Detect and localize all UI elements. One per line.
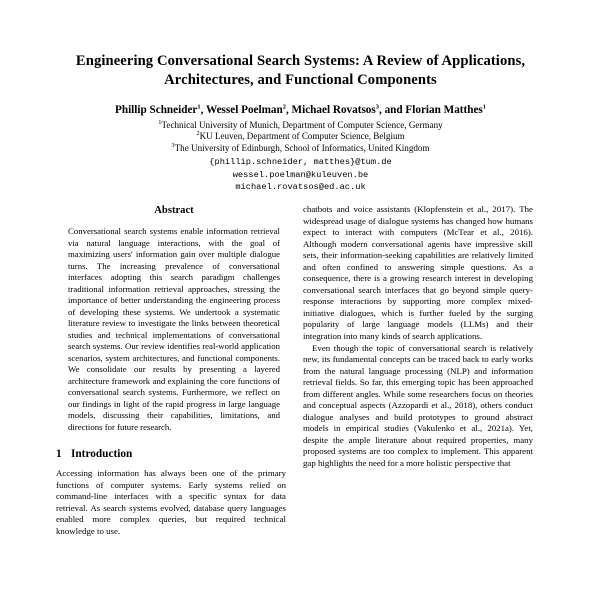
author-name-4: Florian Matthes	[405, 104, 483, 116]
intro-paragraph-left: Accessing information has always been one of the primary functions of computer systems. Early systems relied on command-line interfaces with a specific syntax for data retrieval. As search systems evolved, database query languages enabled more complex queries, but required technical knowledge to use.	[56, 468, 286, 536]
author-affiliation-mark-3: 3	[375, 103, 379, 111]
author-affiliation-mark-2: 2	[282, 103, 286, 111]
affiliation-mark-3: 3	[171, 141, 175, 149]
title-line-1: Engineering Conversational Search Systems: A Review of Applications,	[75, 53, 526, 69]
author-list	[56, 103, 545, 117]
body-columns	[56, 204, 545, 600]
affiliation-text-3: The University of Edinburgh, School of Informatics, United Kingdom	[174, 142, 430, 153]
affiliation-2	[56, 131, 545, 142]
affiliation-3	[56, 143, 545, 154]
author-name-2: Wessel Poelman	[206, 104, 283, 116]
affiliation-mark-1: 1	[158, 118, 162, 126]
email-2: wessel.poelman@kuleuven.be	[232, 169, 369, 180]
author-name-1: Phillip Schneider	[115, 104, 198, 116]
affiliation-list	[56, 120, 545, 154]
author-separator-3: , and	[378, 104, 406, 116]
section-title: Introduction	[71, 448, 133, 460]
intro-paragraph-two: Even though the topic of conversational search is relatively new, its fundamental concepts can be traced back to early works from the natural language processing (NLP) and information retrieval fields. So far, this emerging topic has been approached from different angles. While some researchers focus on theories and conceptual aspects (Azzopardi et al., 2018), others conduct dialogue analyses and build prototypes to ground abstract models in empirical studies (Vakulenko et al., 2021a). Yet, despite the ample literature about required properties, many proposed systems are too complex to implement. This apparent gap highlights the need for a more holistic perspective that	[303, 342, 533, 469]
affiliation-text-1: Technical University of Munich, Department of Computer Science, Germany	[161, 120, 443, 130]
abstract-text: Conversational search systems enable information retrieval via natural language interactions, with the goal of maximizing users' information gain over multiple dialogue turns. The increasing prevalence of conversational interfaces adopting this search paradigm challenges traditional information retrieval approaches, stressing the importance of better understanding the engineering process of developing these systems. We undertook a systematic literature review to investigate the links between theoretical studies and technical implementations of conversational search systems. Our review identifies real-world application scenarios, system architectures, and functional components. We consolidate our results by presenting a layered architecture framework and explaining the core functions of conversational search systems. Furthermore, we reflect on our findings in light of the rapid progress in large language models, discussing their capabilities, limitations, and directions for future research.	[68, 226, 280, 432]
author-name-3: Michael Rovatsos	[291, 104, 376, 116]
email-list	[56, 156, 545, 194]
abstract-heading: Abstract	[154, 205, 194, 216]
right-column	[303, 204, 533, 600]
section-heading-introduction	[56, 447, 286, 461]
affiliation-1	[56, 120, 545, 131]
left-column	[56, 204, 286, 600]
intro-paragraph-continued: chatbots and voice assistants (Klopfenstein et al., 2017). The widespread usage of dialogue systems has changed how humans expect to interact with computers (McTear et al., 2016). Although modern conversational agents have impressive skill sets, their information-seeking capabilities are relatively limited and often confined to answering simple questions. As a consequence, there is a growing research interest in developing conversational search interfaces that go beyond simple query-response interactions by supporting more complex mixed-initiative dialogues, which is further fueled by the surging popularity of large language models (LLMs) and their integration into many kinds of search applications.	[303, 204, 533, 342]
author-affiliation-mark-1: 1	[197, 103, 201, 111]
email-3: michael.rovatsos@ed.ac.uk	[235, 182, 366, 193]
author-affiliation-mark-4: 1	[482, 103, 486, 111]
email-1: {phillip.schneider, matthes}@tum.de	[209, 157, 392, 168]
title-line-2: Architectures, and Functional Components	[164, 72, 437, 88]
affiliation-text-2: KU Leuven, Department of Computer Science, Belgium	[199, 131, 405, 142]
abstract-section	[68, 204, 280, 433]
page-title	[56, 52, 545, 90]
title-block	[56, 0, 545, 194]
affiliation-mark-2: 2	[196, 130, 200, 138]
author-separator-2: ,	[285, 104, 292, 116]
author-separator-1: ,	[200, 104, 206, 116]
section-number: 1	[56, 448, 62, 460]
